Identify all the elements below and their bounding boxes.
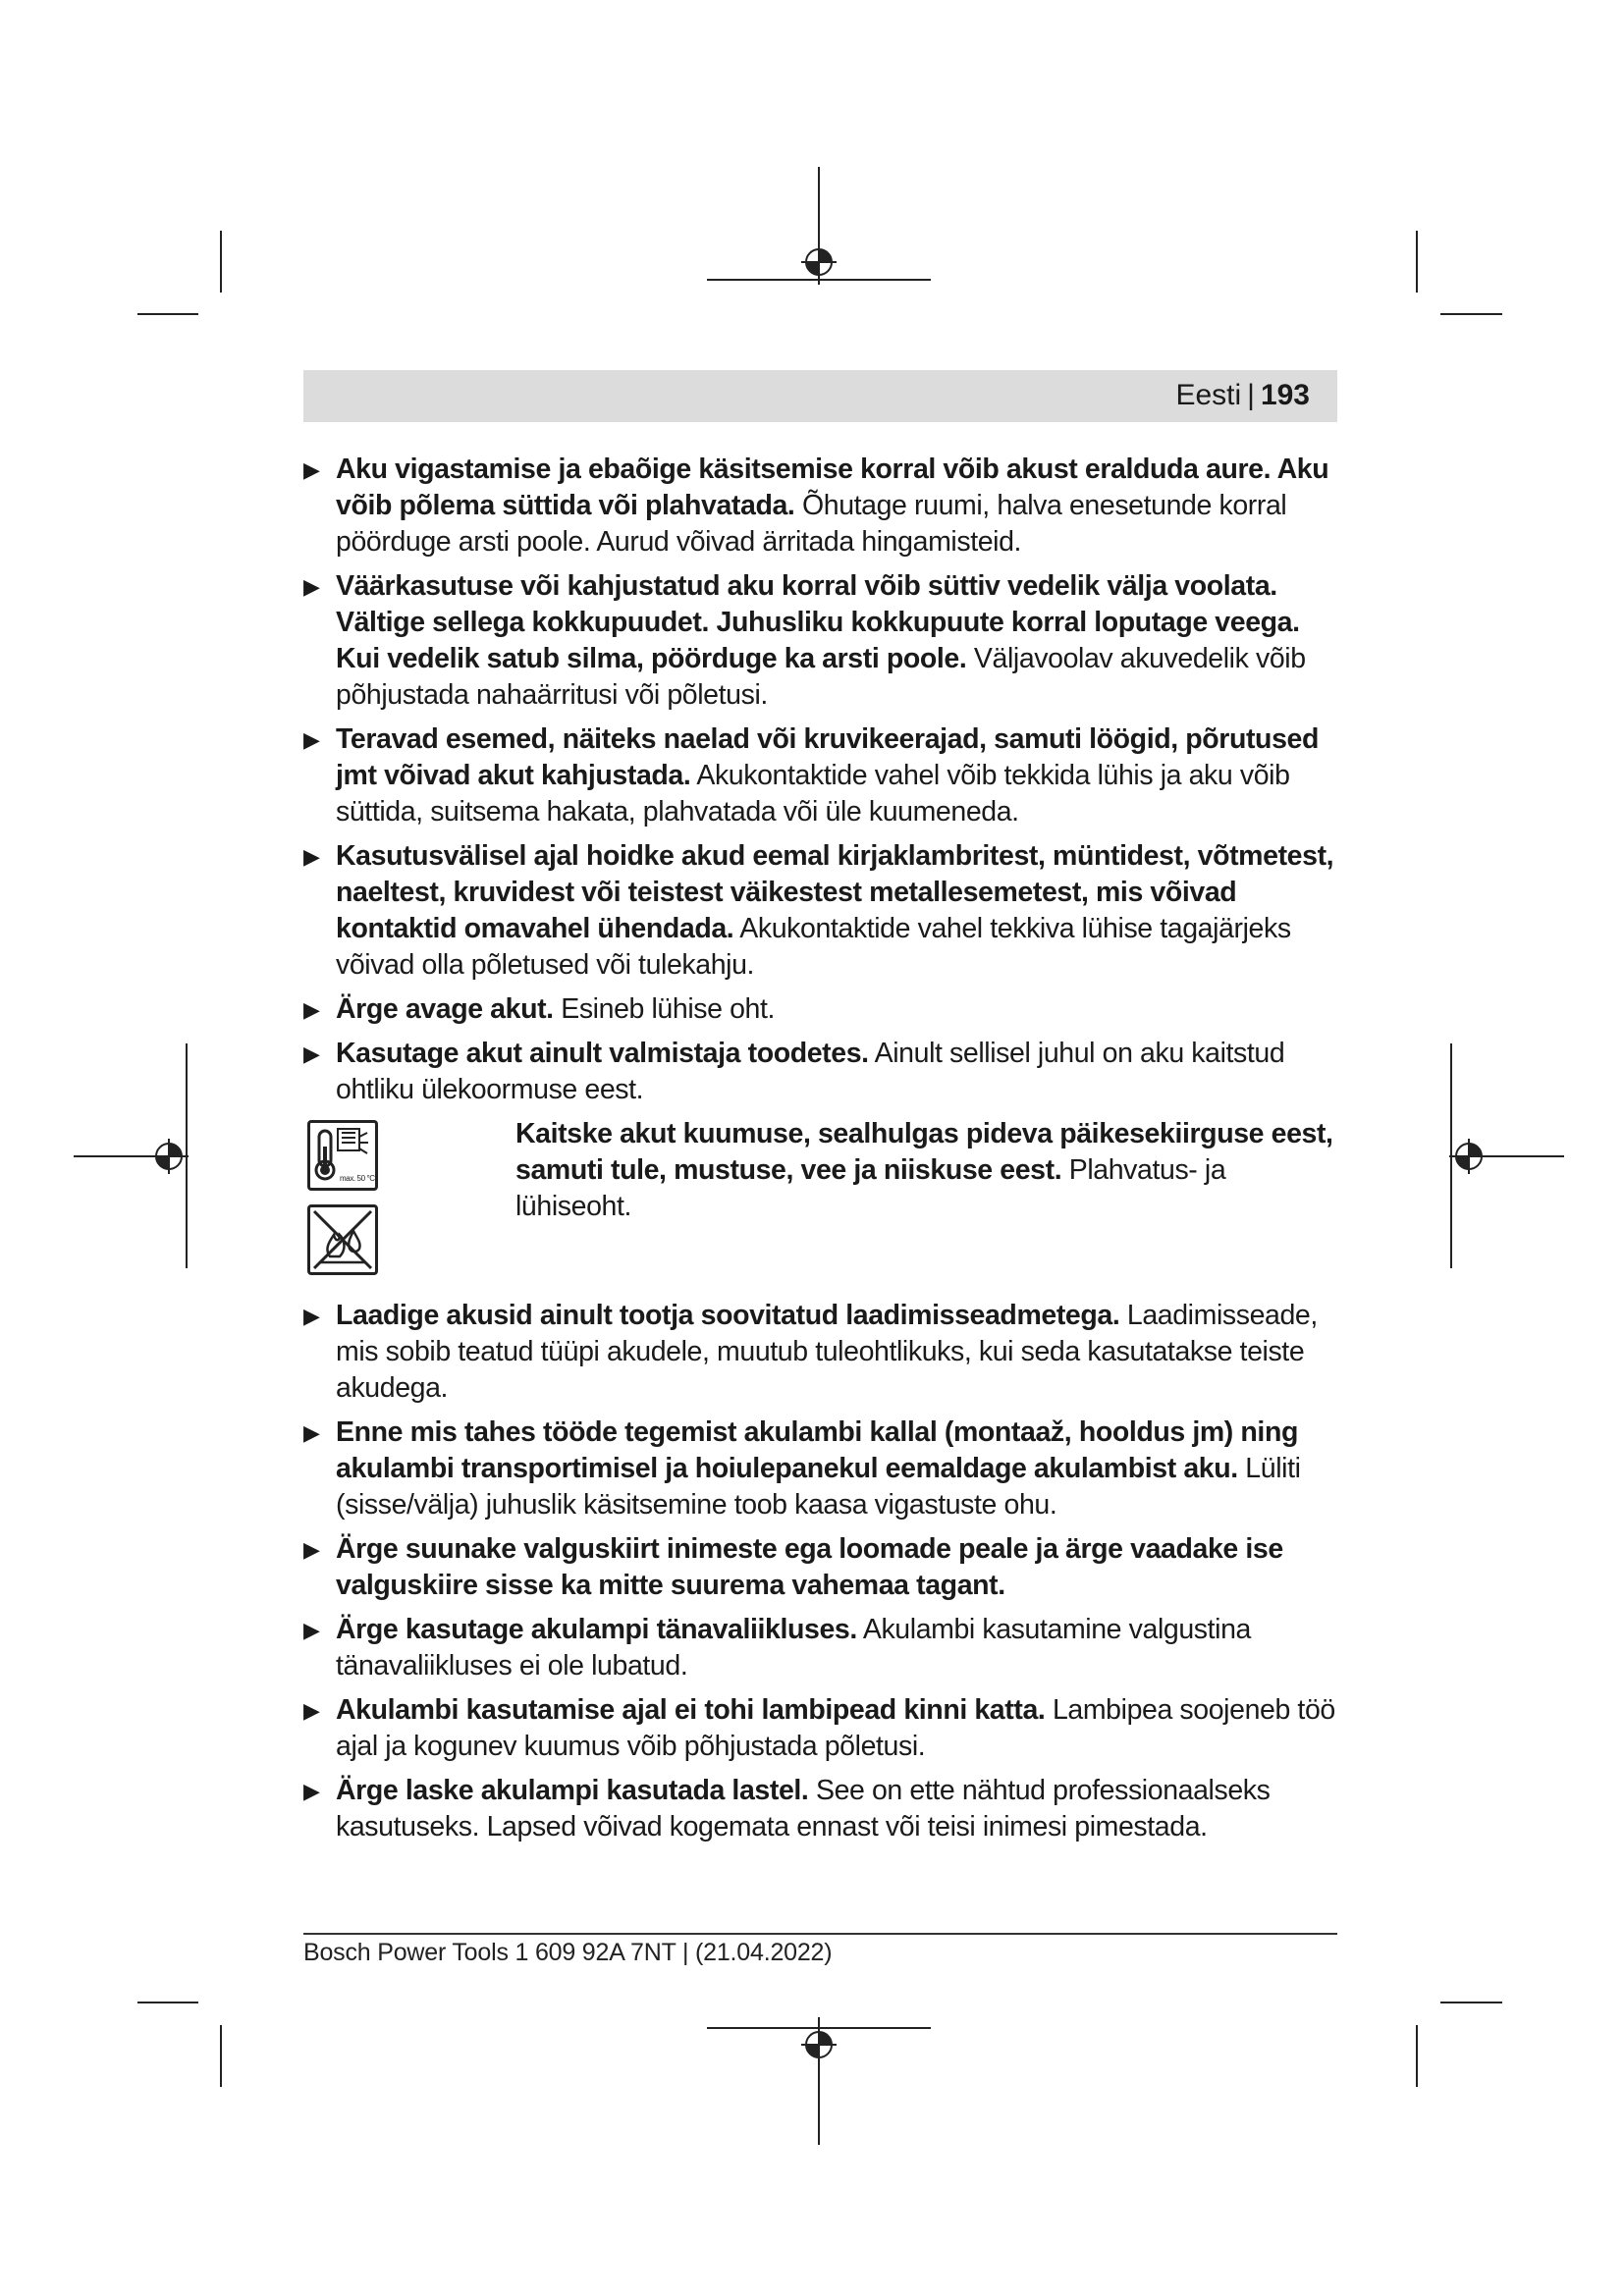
list-item <box>303 1415 1344 1523</box>
bullet-icon: ▶ <box>303 1779 320 1803</box>
page-number: 193 <box>1260 379 1310 411</box>
item-bold-text: Kasutusvälisel ajal hoidke akud eemal kirjaklambritest, müntidest, võtmetest, naeltest, kruvidest või teistest väikestest metallesemetest, mis võivad kontaktid omavahel ühendada. <box>336 840 1334 944</box>
list-item <box>303 452 1344 561</box>
item-bold-text: Ärge kasutage akulampi tänavaliikluses. <box>336 1614 857 1645</box>
bullet-icon: ▶ <box>303 1618 320 1642</box>
footer-divider <box>303 1933 1337 1935</box>
bullet-icon: ▶ <box>303 844 320 869</box>
item-text: Väljavoolav akuvedelik võib põhjustada nahaärritusi või põletusi. <box>336 643 1306 711</box>
list-item <box>303 838 1344 984</box>
thermometer-heat-icon <box>307 1120 378 1191</box>
item-bold-text: Aku vigastamise ja ebaõige käsitsemise korral võib akust eralduda aure. Aku võib põlema süttida või plahvatada. <box>336 454 1329 521</box>
item-bold-text: Laadige akusid ainult tootja soovitatud laadimisseadmetega. <box>336 1300 1120 1331</box>
heat-warning-text <box>515 1116 1340 1225</box>
bullet-icon: ▶ <box>303 1420 320 1445</box>
list-item <box>303 1036 1344 1108</box>
list-item <box>303 721 1344 830</box>
item-text: See on ette nähtud professionaalseks kasutuseks. Lapsed võivad kogemata ennast või teisi inimesi pimestada. <box>336 1775 1271 1842</box>
list-item <box>303 1298 1344 1407</box>
bullet-icon: ▶ <box>303 574 320 599</box>
warning-icons <box>307 1120 382 1289</box>
list-item <box>303 568 1344 714</box>
bullet-icon: ▶ <box>303 1698 320 1723</box>
bullet-icon: ▶ <box>303 727 320 752</box>
bullet-icon: ▶ <box>303 1041 320 1066</box>
temp-label: max. 50 °C <box>340 1174 375 1183</box>
item-text: Õhutage ruumi, halva enesetunde korral pöörduge arsti poole. Aurud võivad ärritada hingamisteid. <box>336 490 1287 558</box>
item-bold-text: Kasutage akut ainult valmistaja toodetes. <box>336 1038 869 1069</box>
list-item <box>303 1692 1344 1765</box>
item-text: Plahvatus- ja lühiseoht. <box>515 1154 1226 1222</box>
item-bold-text: Väärkasutuse või kahjustatud aku korral võib süttiv vedelik välja voolata. Vältige sellega kokkupuudet. Juhusliku kokkupuute korral loputage veega. Kui vedelik satub silma, pöörduge ka arsti poole. <box>336 570 1300 674</box>
item-text: Akulambi kasutamine valgustina tänavaliikluses ei ole lubatud. <box>336 1614 1251 1682</box>
list-item <box>303 1773 1344 1845</box>
item-bold-text: Ärge avage akut. <box>336 993 554 1025</box>
item-bold-text: Ärge suunake valguskiirt inimeste ega loomade peale ja ärge vaadake ise valguskiire sisse ka mitte suurema vahemaa tagant. <box>336 1533 1283 1601</box>
item-text: Lambipea soojeneb töö ajal ja kogunev kuumus võib põhjustada põletusi. <box>336 1694 1335 1762</box>
item-bold-text: Ärge laske akulampi kasutada lastel. <box>336 1775 809 1806</box>
bullet-icon: ▶ <box>303 997 320 1022</box>
bullet-icon: ▶ <box>303 1304 320 1328</box>
no-fire-water-icon <box>307 1204 378 1275</box>
page-header <box>303 370 1337 422</box>
item-text: Akukontaktide vahel tekkiva lühise tagajärjeks võivad olla põletused või tulekahju. <box>336 913 1291 981</box>
list-item <box>303 1612 1344 1684</box>
item-text: Akukontaktide vahel võib tekkida lühis ja aku võib süttida, suitsema hakata, plahvatada või üle kuumeneda. <box>336 760 1290 828</box>
item-bold-text: Kaitske akut kuumuse, sealhulgas pideva päikesekiirguse eest, samuti tule, mustuse, vee ja niiskuse eest. <box>515 1118 1333 1186</box>
list-item <box>303 1531 1344 1604</box>
item-text: Ainult sellisel juhul on aku kaitstud ohtliku ülekoormuse eest. <box>336 1038 1285 1105</box>
item-bold-text: Enne mis tahes tööde tegemist akulambi kallal (montaaž, hooldus jm) ning akulambi transportimisel ja hoiulepanekul eemaldage akulambist aku. <box>336 1416 1298 1484</box>
page-footer: Bosch Power Tools 1 609 92A 7NT | (21.04.2022) <box>303 1939 833 1966</box>
bullet-icon: ▶ <box>303 1537 320 1562</box>
item-bold-text: Akulambi kasutamise ajal ei tohi lambipead kinni katta. <box>336 1694 1046 1726</box>
item-text: Lüliti (sisse/välja) juhuslik käsitsemine toob kaasa vigastuste ohu. <box>336 1453 1301 1521</box>
bullet-icon: ▶ <box>303 457 320 482</box>
header-label <box>1175 378 1310 413</box>
item-text: Laadimisseade, mis sobib teatud tüüpi akudele, muutub tuleohtlikuks, kui seda kasutatakse teiste akudega. <box>336 1300 1318 1404</box>
header-separator: | <box>1247 379 1255 411</box>
item-bold-text: Teravad esemed, näiteks naelad või kruvikeerajad, samuti löögid, põrutused jmt võivad akut kahjustada. <box>336 723 1319 791</box>
header-language: Eesti <box>1175 379 1242 411</box>
heat-warning-block <box>303 1116 1344 1288</box>
safety-instructions <box>303 452 1344 1853</box>
list-item <box>303 991 1344 1028</box>
item-text: Esineb lühise oht. <box>553 993 776 1025</box>
